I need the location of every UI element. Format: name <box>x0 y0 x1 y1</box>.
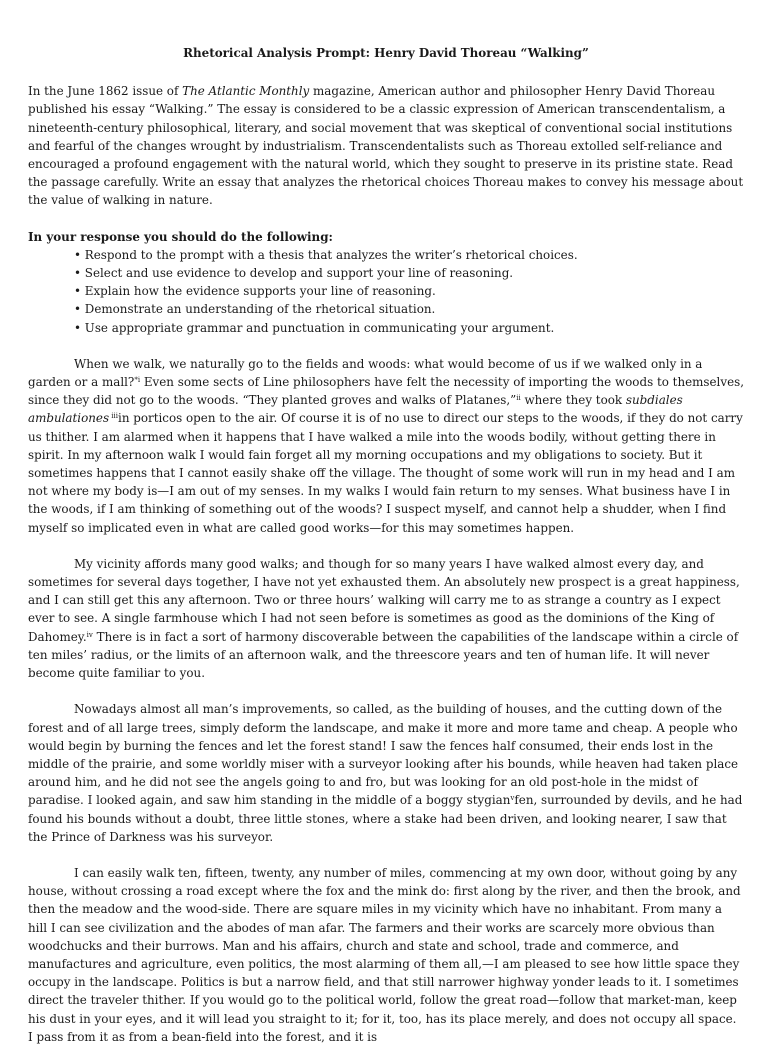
passage-text: When we walk, we naturally go to the fields and woods: what would become of us if we walked only in a garden or a mall? <box>28 356 703 390</box>
instruction-item: • Explain how the evidence supports your line of reasoning. <box>74 284 436 299</box>
passage-text: Nowadays almost all man’s improvements, so called, as the building of houses, and the cutting down of the forest and of all large trees, simply deform the landscape, and make it more and more tame and cheap. A people who would begin by burning the fences and let the forest stand! I saw the fences half consumed, their ends lost in the middle of the prairie, and some worldly miser with a surveyor looking after his bounds, while heaven had taken place around him, and he did not see the angels going to and fro, but was looking for an old post-hole in the midst of paradise. I looked again, and saw him standing in the middle of a boggy stygian <box>28 702 739 808</box>
passage-text: in porticos open to the air. Of course it is of no use to direct our steps to the woods, if they do not carry us thither. I am alarmed when it happens that I have walked a mile into the woods bodily, without getting there in spirit. In my afternoon walk I would fain forget all my morning occupations and my obligations to society. But it sometimes happens that I cannot easily shake off the village. The thought of some work will run in my head and I am not where my body is—I am out of my senses. In my walks I would fain return to my senses. What business have I in the woods, if I am thinking of something out of the woods? I suspect myself, and cannot help a shudder, when I find myself so implicated even in what are called good works—for this may sometimes happen. <box>28 411 743 535</box>
magazine-title: The Atlantic Monthly <box>182 84 310 99</box>
passage-paragraph-3 <box>28 700 744 846</box>
passage-text: My vicinity affords many good walks; and though for so many years I have walked almost every day, and sometimes for several days together, I have not yet exhausted them. An absolutely new prospect is a great happiness, and I can still get this any afternoon. Two or three hours’ walking will carry me to as strange a country as I expect ever to see. A single farmhouse which I had not seen before is sometimes as good as the dominions of the King of Dahomey. <box>28 556 740 644</box>
footnote-marker: *i <box>134 376 141 385</box>
document-page <box>28 44 744 1046</box>
instructions-heading: In your response you should do the following: <box>28 229 333 244</box>
passage-paragraph-2 <box>28 555 744 682</box>
passage-text: There is in fact a sort of harmony discoverable between the capabilities of the landscape within a circle of ten miles’ radius, or the limits of an afternoon walk, and the threescore years and ten of human life. It will never become quite familiar to you. <box>28 629 739 681</box>
intro-text-start: In the June 1862 issue of <box>28 84 183 99</box>
passage-paragraph-4: I can easily walk ten, fifteen, twenty, any number of miles, commencing at my own door, without going by any house, without crossing a road except where the fox and the mink do: first along by the river, and then the brook, and then the meadow and the wood-side. There are square miles in my vicinity which have no inhabitant. From many a hill I can see civilization and the abodes of man afar. The farmers and their works are scarcely more obvious than woodchucks and their burrows. Man and his affairs, church and state and school, trade and commerce, and manufactures and agriculture, even politics, the most alarming of them all,—I am pleased to see how little space they occupy in the landscape. Politics is but a narrow field, and that still narrower highway yonder leads to it. I sometimes direct the traveler thither. If you would go to the political world, follow the great road—follow that market-man, keep his dust in your eyes, and it will lead you straight to it; for it, too, has its place merely, and does not occupy all space. I pass from it as from a bean-field into the forest, and it is <box>28 865 741 1044</box>
latin-phrase: subdiales ambulationes <box>28 393 683 426</box>
passage-paragraph-1 <box>28 355 744 537</box>
intro-text-end: magazine, American author and philosopher Henry David Thoreau published his essay “Walking.” The essay is considered to be a classic expression of American transcendentalism, a nineteenth-century philosophical, literary, and social movement that was skeptical of conventional social institutions and fearful of the changes wrought by industrialism. Transcendentalists such as Thoreau extolled self-reliance and encouraged a profound engagement with the natural world, which they sought to preserve in its pristine state. Read the passage carefully. Write an essay that analyzes the rhetorical choices Thoreau makes to convey his message about the value of walking in nature. <box>28 84 744 208</box>
footnote-marker: iii <box>109 412 119 421</box>
footnote-marker: ii <box>516 394 521 403</box>
instruction-item: • Demonstrate an understanding of the rhetorical situation. <box>74 302 436 317</box>
instructions-list <box>28 246 744 337</box>
instruction-item: • Use appropriate grammar and punctuation in communicating your argument. <box>74 320 555 335</box>
instruction-item: • Respond to the prompt with a thesis that analyzes the writer’s rhetorical choices. <box>74 247 578 262</box>
passage-text: where they took <box>520 393 626 408</box>
footnote-marker: v <box>510 794 515 803</box>
document-title: Rhetorical Analysis Prompt: Henry David Thoreau “Walking” <box>183 46 589 60</box>
footnote-marker: iv <box>86 630 93 639</box>
passage-text: Even some sects of Line philosophers have felt the necessity of importing the woods to themselves, since they did not go to the woods. “They planted groves and walks of Platanes,” <box>28 375 744 408</box>
passage-text: fen, surrounded by devils, and he had found his bounds without a doubt, three little stones, where a stake had been driven, and looking nearer, I saw that the Prince of Darkness was his surveyor. <box>28 793 743 844</box>
instruction-item: • Select and use evidence to develop and support your line of reasoning. <box>74 266 514 281</box>
intro-paragraph <box>28 82 744 209</box>
